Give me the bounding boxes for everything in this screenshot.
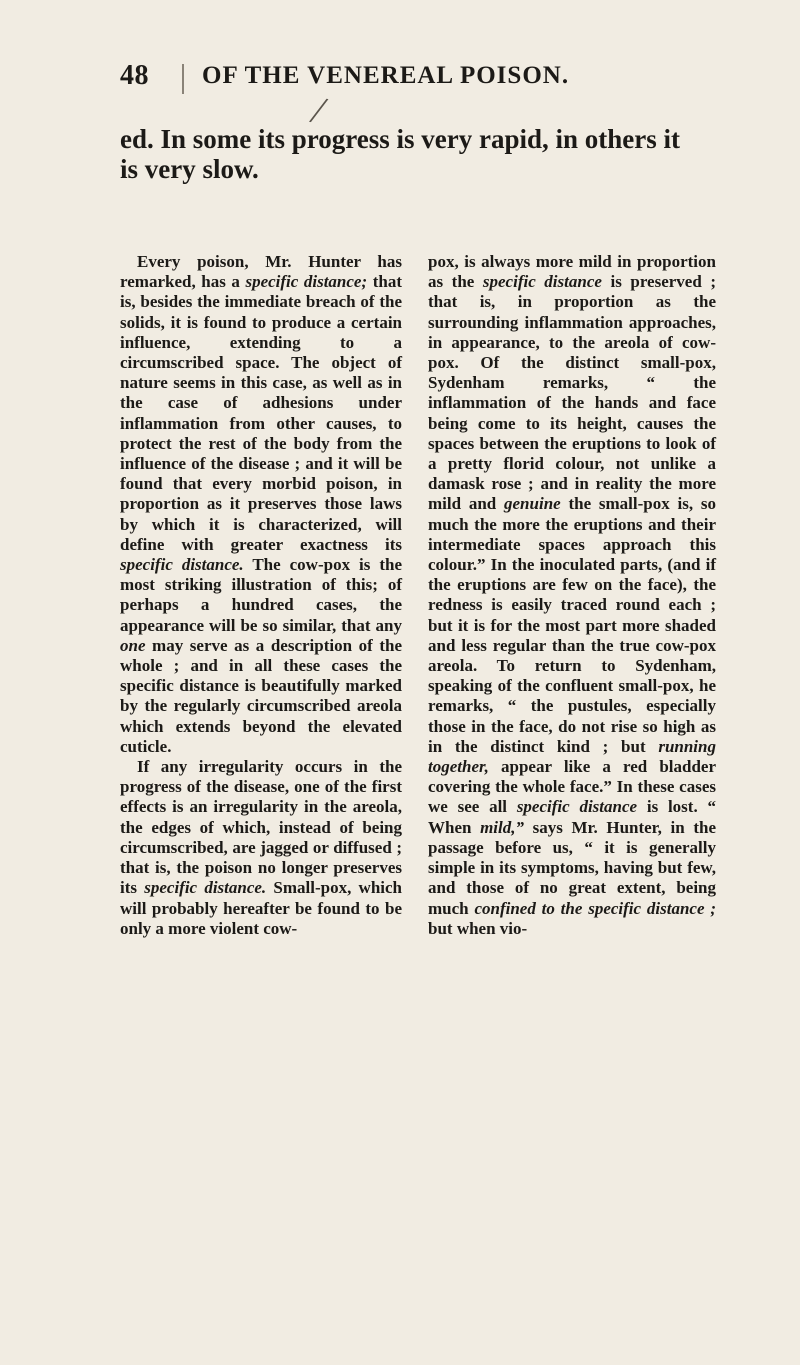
page-number: 48	[120, 60, 149, 91]
pencil-mark-icon: ╱	[310, 97, 328, 124]
lead-paragraph: ed. In some its progress is very rapid, in others it is very slow.	[120, 124, 680, 184]
running-title: OF THE VENEREAL POISON.	[202, 62, 570, 89]
right-column	[428, 252, 716, 939]
right-paragraph-1: pox, is always more mild in proportion as the specific distance is preserved ; that is, in proportion as the surrounding inflammation approaches, in appearance, to the areola of cow-pox. Of the distinct small-pox, Sydenham remarks, “ the inflammation of the hands and face being come to its height, causes the spaces between the eruptions to look of a pretty florid colour, not unlike a damask rose ; and in reality the more mild and genuine the small-pox is, so much the more the eruptions and their intermediate spaces approach this colour.” In the inoculated parts, (and if the eruptions are few on the face), the redness is easily traced round each ; but it is for the most part more shaded and less regular than the true cow-pox areola. To return to Sydenham, speaking of the confluent small-pox, he remarks, “ the pustules, especially those in the face, do not rise so high as in the distinct kind ; but running together, appear like a red bladder covering the whole face.” In these cases we see all specific distance is lost. “ When mild,” says Mr. Hunter, in the passage before us, “ it is generally simple in its symptoms, having but few, and those of no great extent, being much confined to the specific distance ; but when vio-	[428, 252, 717, 938]
page-header	[120, 60, 740, 100]
left-column	[120, 252, 402, 939]
header-divider	[182, 64, 184, 94]
left-paragraph-1: Every poison, Mr. Hunter has remarked, has a specific distance; that is, besides the immediate breach of the solids, it is found to produce a certain influence, extending to a circumscribed space. The object of nature seems in this case, as well as in the case of adhesions under inflammation from other causes, to protect the rest of the body from the influence of the disease ; and it will be found that every morbid poison, in proportion as it preserves those laws by which it is characterized, will define with greater exactness its specific distance. The cow-pox is the most striking illustration of this; of perhaps a hundred cases, the appearance will be so similar, that any one may serve as a description of the whole ; and in all these cases the specific distance is beautifully marked by the regularly circumscribed areola which extends beyond the elevated cuticle.	[120, 252, 402, 756]
left-paragraph-2: If any irregularity occurs in the progress of the disease, one of the first effects is an irregularity in the areola, the edges of which, instead of being circumscribed, are jagged or diffused ; that is, the poison no longer preserves its specific distance. Small-pox, which will probably hereafter be found to be only a more violent cow-	[120, 757, 403, 938]
